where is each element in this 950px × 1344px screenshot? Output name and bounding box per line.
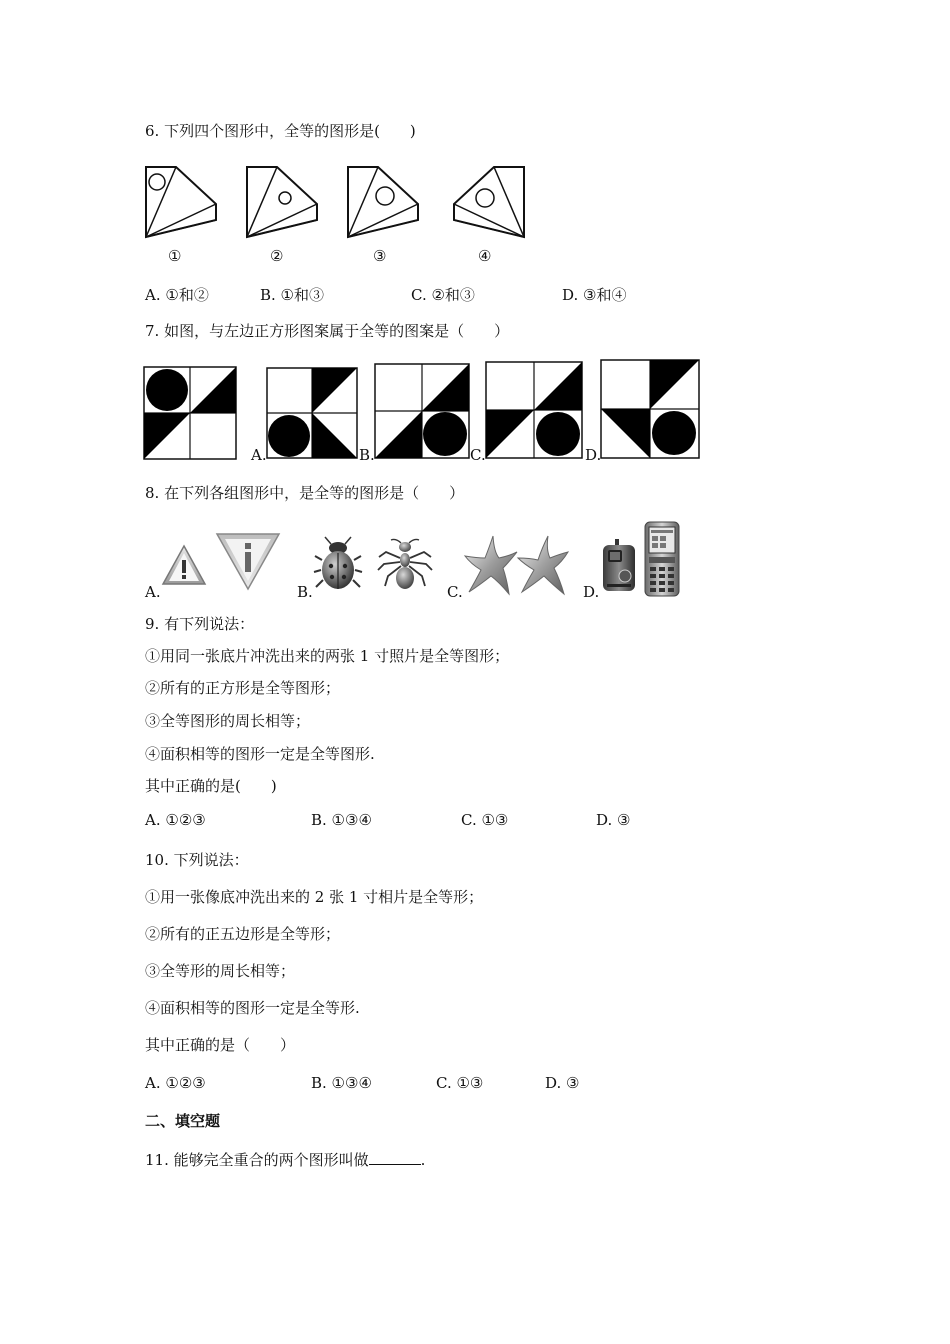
q10-ask: 其中正确的是（ ） <box>145 1036 296 1054</box>
starfish-icon <box>516 534 572 596</box>
q6-option-b: B. ①和③ <box>260 286 325 304</box>
q9-statement-2: ②所有的正方形是全等图形； <box>145 679 341 697</box>
q11-stem: 11. 能够完全重合的两个图形叫做 <box>145 1151 369 1169</box>
q10-statement-3: ③全等形的周长相等； <box>145 962 296 980</box>
q9-option-a: A. ①②③ <box>145 811 206 829</box>
q6-option-c: C. ②和③ <box>411 286 475 304</box>
answer-blank[interactable] <box>369 1150 421 1165</box>
q6-stem: 6. 下列四个图形中，全等的图形是( ) <box>145 122 416 140</box>
q7-option-a-figure <box>266 367 358 459</box>
starfish-icon <box>463 534 519 596</box>
warning-triangle-icon <box>161 544 207 588</box>
bar-phone-icon <box>643 521 681 597</box>
q6-figure-label-3: ③ <box>373 247 387 265</box>
q6-figure-3 <box>345 162 425 242</box>
q9-ask: 其中正确的是( ) <box>145 777 277 795</box>
q6-figure-4 <box>452 162 532 242</box>
flip-phone-icon <box>599 538 639 594</box>
q10-statement-4: ④面积相等的图形一定是全等形. <box>145 999 360 1017</box>
q10-option-c: C. ①③ <box>436 1074 484 1092</box>
q6-option-d: D. ③和④ <box>562 286 627 304</box>
q8-option-letter-c: C. <box>447 583 463 601</box>
q7-option-d-figure <box>600 359 700 459</box>
q9-option-d: D. ③ <box>596 811 631 829</box>
q8-option-letter-a: A. <box>145 583 161 601</box>
q6-figure-1 <box>143 162 223 242</box>
q8-stem: 8. 在下列各组图形中，是全等的图形是（ ） <box>145 484 465 502</box>
q7-stem: 7. 如图，与左边正方形图案属于全等的图案是（ ） <box>145 322 510 340</box>
ant-icon <box>376 536 434 592</box>
q7-option-letter-b: B. <box>359 446 375 464</box>
beetle-icon <box>313 536 363 592</box>
q6-figure-label-1: ① <box>168 247 182 265</box>
q8-option-letter-d: D. <box>583 583 600 601</box>
q9-stem: 9. 有下列说法： <box>145 615 255 633</box>
q6-figure-2 <box>244 162 324 242</box>
q10-statement-1: ①用一张像底冲洗出来的 2 张 1 寸相片是全等形； <box>145 888 484 906</box>
q7-option-letter-a: A. <box>251 446 267 464</box>
q7-option-letter-d: D. <box>585 446 602 464</box>
q7-reference-square <box>143 366 237 460</box>
q11-line <box>145 1150 425 1170</box>
q8-option-letter-b: B. <box>297 583 313 601</box>
q9-statement-4: ④面积相等的图形一定是全等图形. <box>145 745 375 763</box>
q6-figure-label-4: ④ <box>478 247 492 265</box>
q10-statement-2: ②所有的正五边形是全等形； <box>145 925 341 943</box>
q10-stem: 10. 下列说法： <box>145 851 249 869</box>
q7-option-b-figure <box>374 363 470 459</box>
q9-statement-1: ①用同一张底片冲洗出来的两张 1 寸照片是全等图形； <box>145 647 510 665</box>
q9-option-b: B. ①③④ <box>311 811 372 829</box>
q11-end: . <box>420 1151 426 1169</box>
q10-option-d: D. ③ <box>545 1074 580 1092</box>
q9-statement-3: ③全等图形的周长相等； <box>145 712 311 730</box>
q10-option-a: A. ①②③ <box>145 1074 206 1092</box>
info-triangle-icon <box>215 531 281 591</box>
q9-option-c: C. ①③ <box>461 811 509 829</box>
q7-option-c-figure <box>485 361 583 459</box>
q10-option-b: B. ①③④ <box>311 1074 372 1092</box>
q7-option-letter-c: C. <box>470 446 486 464</box>
section-title: 二、填空题 <box>145 1112 221 1130</box>
q6-figure-label-2: ② <box>270 247 284 265</box>
q6-option-a: A. ①和② <box>145 286 209 304</box>
